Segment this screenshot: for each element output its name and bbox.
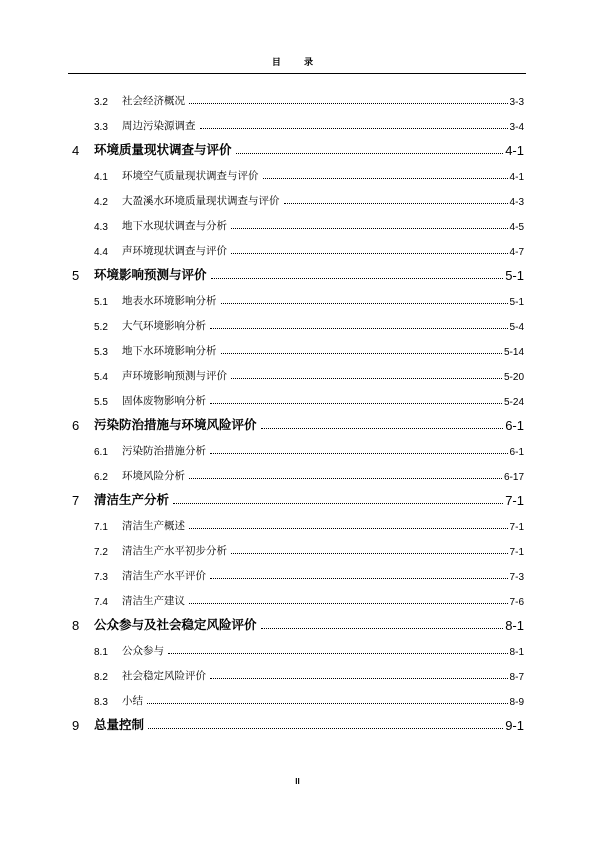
toc-entry-page: 5-1: [509, 297, 524, 308]
dot-leader: [189, 603, 508, 604]
dot-leader: [210, 328, 508, 329]
dot-leader: [210, 403, 502, 404]
toc-section-entry[interactable]: [0, 638, 595, 658]
toc-chapter-entry[interactable]: [0, 263, 595, 283]
toc-entry-number: 5.1: [94, 297, 108, 308]
toc-entry-page: 7-1: [509, 522, 524, 533]
toc-section-entry[interactable]: [0, 238, 595, 258]
toc-entry-number: 7.2: [94, 547, 108, 558]
toc-entry-title: 声环境现状调查与评价: [122, 245, 227, 257]
toc-section-entry[interactable]: [0, 113, 595, 133]
toc-entry-number: 3.2: [94, 97, 108, 108]
toc-entry-page: 5-4: [509, 322, 524, 333]
toc-entry-page: 4-1: [509, 172, 524, 183]
toc-entry-page: 8-7: [509, 672, 524, 683]
toc-entry-title: 大盈溪水环境质量现状调查与评价: [122, 195, 280, 207]
toc-entry-title: 清洁生产水平初步分析: [122, 545, 227, 557]
toc-entry-title: 地下水现状调查与分析: [122, 220, 227, 232]
toc-section-entry[interactable]: [0, 338, 595, 358]
dot-leader: [189, 103, 508, 104]
dot-leader: [168, 653, 508, 654]
dot-leader: [210, 678, 508, 679]
dot-leader: [210, 453, 508, 454]
toc-entry-page: 5-1: [505, 268, 524, 283]
toc-section-entry[interactable]: [0, 513, 595, 533]
dot-leader: [231, 378, 502, 379]
dot-leader: [263, 178, 508, 179]
toc-section-entry[interactable]: [0, 663, 595, 683]
toc-entry-number: 6.2: [94, 472, 108, 483]
toc-entry-number: 5.2: [94, 322, 108, 333]
toc-entry-title: 环境风险分析: [122, 470, 185, 482]
page-number: II: [295, 777, 300, 786]
toc-entry-page: 6-1: [509, 447, 524, 458]
toc-entry-title: 社会稳定风险评价: [122, 670, 206, 682]
dot-leader: [284, 203, 508, 204]
toc-entry-number: 6: [72, 418, 80, 433]
toc-entry-page: 7-1: [505, 493, 524, 508]
toc-entry-number: 8.2: [94, 672, 108, 683]
dot-leader: [231, 553, 508, 554]
toc-entry-title: 环境质量现状调查与评价: [94, 142, 232, 157]
toc-entry-title: 公众参与及社会稳定风险评价: [94, 617, 257, 632]
toc-entry-page: 3-4: [509, 122, 524, 133]
toc-entry-page: 5-24: [503, 397, 524, 408]
toc-entry-page: 4-7: [509, 247, 524, 258]
toc-entry-title: 污染防治措施分析: [122, 445, 206, 457]
toc-entry-title: 固体废物影响分析: [122, 395, 206, 407]
toc-entry-page: 4-3: [509, 197, 524, 208]
toc-entry-title: 周边污染源调查: [122, 120, 196, 132]
dot-leader: [173, 503, 503, 504]
toc-chapter-entry[interactable]: [0, 138, 595, 158]
toc-entry-number: 5.5: [94, 397, 108, 408]
toc-entry-title: 社会经济概况: [122, 95, 185, 107]
toc-entry-title: 清洁生产概述: [122, 520, 185, 532]
toc-chapter-entry[interactable]: [0, 413, 595, 433]
toc-entry-page: 7-3: [509, 572, 524, 583]
dot-leader: [261, 428, 504, 429]
toc-entry-page: 4-1: [505, 143, 524, 158]
toc-section-entry[interactable]: [0, 588, 595, 608]
toc-entry-number: 8.3: [94, 697, 108, 708]
toc-entry-page: 5-14: [503, 347, 524, 358]
toc-entry-number: 4: [72, 143, 80, 158]
dot-leader: [231, 253, 508, 254]
toc-entry-number: 5: [72, 268, 80, 283]
toc-section-entry[interactable]: [0, 188, 595, 208]
dot-leader: [189, 478, 502, 479]
toc-entry-number: 8: [72, 618, 80, 633]
toc-entry-page: 3-3: [509, 97, 524, 108]
toc-entry-title: 公众参与: [122, 645, 164, 657]
toc-section-entry[interactable]: [0, 363, 595, 383]
toc-chapter-entry[interactable]: [0, 713, 595, 733]
toc-entry-number: 4.3: [94, 222, 108, 233]
toc-entry-number: 8.1: [94, 647, 108, 658]
dot-leader: [189, 528, 508, 529]
header-rule: [68, 73, 526, 74]
toc-entry-page: 6-1: [505, 418, 524, 433]
toc-entry-title: 小结: [122, 695, 143, 707]
toc-entry-page: 4-5: [509, 222, 524, 233]
dot-leader: [211, 278, 504, 279]
toc-chapter-entry[interactable]: [0, 613, 595, 633]
toc-entry-number: 4.1: [94, 172, 108, 183]
toc-entry-title: 环境影响预测与评价: [94, 267, 207, 282]
toc-entry-number: 6.1: [94, 447, 108, 458]
toc-entry-page: 6-17: [503, 472, 524, 483]
toc-section-entry[interactable]: [0, 463, 595, 483]
toc-section-entry[interactable]: [0, 88, 595, 108]
toc-entry-page: 7-6: [509, 597, 524, 608]
dot-leader: [221, 353, 502, 354]
toc-entry-page: 8-1: [505, 618, 524, 633]
dot-leader: [236, 153, 504, 154]
toc-entry-title: 清洁生产分析: [94, 492, 170, 507]
toc-section-entry[interactable]: [0, 213, 595, 233]
toc-section-entry[interactable]: [0, 388, 595, 408]
toc-entry-title: 污染防治措施与环境风险评价: [94, 417, 257, 432]
toc-section-entry[interactable]: [0, 538, 595, 558]
toc-section-entry[interactable]: [0, 563, 595, 583]
dot-leader: [200, 128, 508, 129]
dot-leader: [210, 578, 508, 579]
dot-leader: [261, 628, 504, 629]
toc-entry-number: 7: [72, 493, 80, 508]
toc-entry-title: 清洁生产水平评价: [122, 570, 206, 582]
toc-entry-page: 7-1: [509, 547, 524, 558]
dot-leader: [231, 228, 508, 229]
dot-leader: [148, 728, 503, 729]
toc-entry-title: 环境空气质量现状调查与评价: [122, 170, 259, 182]
toc-entry-number: 4.4: [94, 247, 108, 258]
toc-entry-number: 4.2: [94, 197, 108, 208]
toc-section-entry[interactable]: [0, 688, 595, 708]
toc-entry-title: 地表水环境影响分析: [122, 295, 217, 307]
toc-entry-title: 清洁生产建议: [122, 595, 185, 607]
toc-section-entry[interactable]: [0, 163, 595, 183]
toc-entry-page: 8-1: [509, 647, 524, 658]
toc-entry-title: 地下水环境影响分析: [122, 345, 217, 357]
toc-section-entry[interactable]: [0, 438, 595, 458]
toc-entry-number: 7.3: [94, 572, 108, 583]
toc-entry-page: 8-9: [509, 697, 524, 708]
toc-section-entry[interactable]: [0, 313, 595, 333]
toc-entry-number: 5.3: [94, 347, 108, 358]
toc-entry-title: 声环境影响预测与评价: [122, 370, 227, 382]
toc-entry-number: 5.4: [94, 372, 108, 383]
toc-entry-title: 大气环境影响分析: [122, 320, 206, 332]
toc-entry-page: 5-20: [503, 372, 524, 383]
toc-entry-title: 总量控制: [94, 717, 145, 732]
toc-section-entry[interactable]: [0, 288, 595, 308]
toc-entry-number: 3.3: [94, 122, 108, 133]
toc-entry-number: 9: [72, 718, 80, 733]
dot-leader: [221, 303, 508, 304]
dot-leader: [147, 703, 508, 704]
toc-entry-page: 9-1: [505, 718, 524, 733]
toc-chapter-entry[interactable]: [0, 488, 595, 508]
toc-entry-number: 7.4: [94, 597, 108, 608]
toc-heading: 目 录: [271, 58, 324, 68]
toc-entry-number: 7.1: [94, 522, 108, 533]
